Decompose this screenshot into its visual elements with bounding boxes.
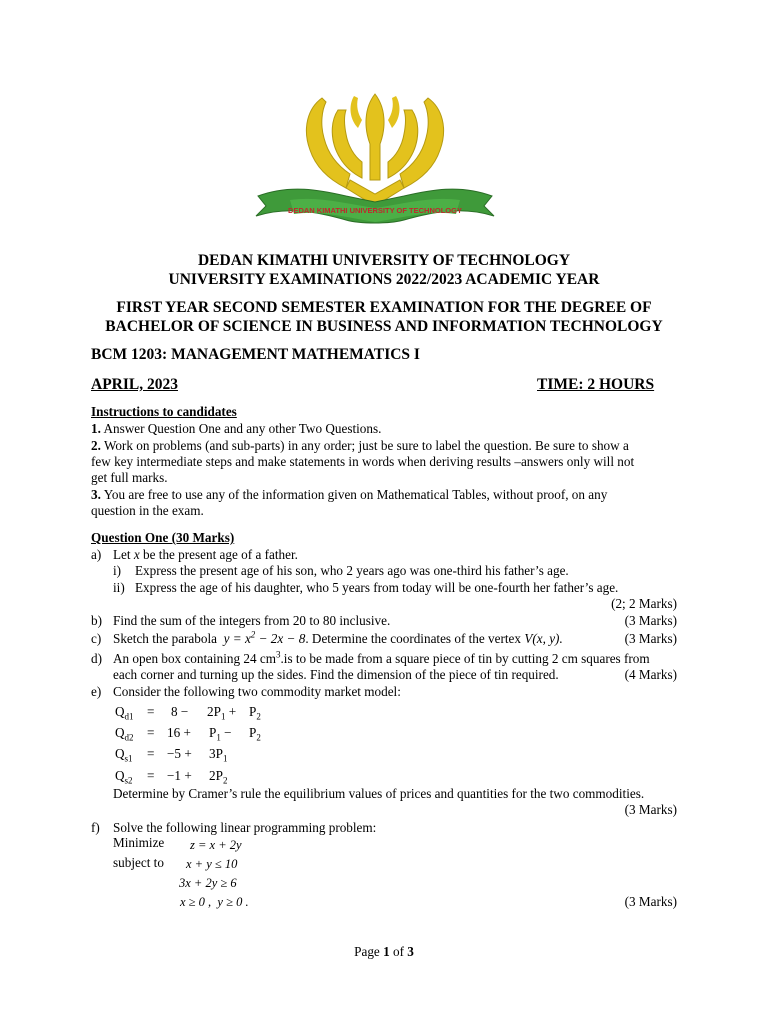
q1f-label: f) bbox=[91, 820, 100, 835]
q1a-i-label: i) bbox=[113, 563, 122, 578]
university-name: DEDAN KIMATHI UNIVERSITY OF TECHNOLOGY bbox=[197, 252, 571, 269]
q1d-marks: (4 Marks) bbox=[624, 667, 677, 682]
degree-line-1: FIRST YEAR SECOND SEMESTER EXAMINATION FOR THE DEGREE OF bbox=[116, 299, 652, 316]
course-code: BCM 1203: MANAGEMENT MATHEMATICS I bbox=[91, 346, 420, 363]
question-one-title: Question One (30 Marks) bbox=[91, 530, 235, 545]
q1a-ii-label: ii) bbox=[113, 580, 125, 595]
instruction-2-line-1: 2. Work on problems (and sub-parts) in any order; just be sure to label the question. Be sure to show a bbox=[91, 438, 629, 453]
constraint-2: 3x + 2y ≥ 6 bbox=[179, 876, 237, 890]
q1f-intro: Solve the following linear programming problem: bbox=[113, 820, 377, 835]
q1b-label: b) bbox=[91, 613, 102, 628]
q1a-ii-text: Express the age of his daughter, who 5 years from today will be one-fourth her father’s age. bbox=[135, 580, 619, 595]
q1e-label: e) bbox=[91, 684, 102, 699]
q1a-i-text: Express the present age of his son, who 2 years ago was one-third his father’s age. bbox=[135, 563, 569, 578]
q1f-subject-to: subject to bbox=[113, 855, 164, 870]
objective-function: z = x + 2y bbox=[190, 838, 242, 852]
instruction-2-line-2: few key intermediate steps and make statements in words when deriving results –answers only will not bbox=[91, 454, 635, 469]
q1a-marks: (2; 2 Marks) bbox=[611, 596, 677, 611]
q1a-intro: Let x be the present age of a father. bbox=[113, 547, 298, 562]
q1d-line-2: each corner and turning up the sides. Find the dimension of the piece of tin required. bbox=[113, 667, 559, 682]
q1e-intro: Consider the following two commodity market model: bbox=[113, 684, 401, 699]
instruction-2-line-3: get full marks. bbox=[91, 470, 168, 485]
q1b-text: Find the sum of the integers from 20 to 80 inclusive. bbox=[113, 613, 391, 628]
q1d-label: d) bbox=[91, 651, 102, 666]
q1c-marks: (3 Marks) bbox=[624, 631, 677, 646]
instruction-1: 1. Answer Question One and any other Two Questions. bbox=[91, 421, 382, 436]
q1f-marks: (3 Marks) bbox=[624, 894, 677, 909]
q1a-label: a) bbox=[91, 547, 102, 562]
instruction-3-line-1: 3. You are free to use any of the information given on Mathematical Tables, without proof, on any bbox=[91, 487, 608, 502]
parabola-equation: $y = x^2 - 2x - 8$ bbox=[220, 629, 306, 646]
q1f-minimize: Minimize bbox=[113, 835, 165, 850]
university-logo bbox=[250, 88, 500, 238]
q1b-marks: (3 Marks) bbox=[624, 613, 677, 628]
instructions-title: Instructions to candidates bbox=[91, 404, 237, 419]
q1e-marks: (3 Marks) bbox=[624, 802, 677, 817]
instruction-3-line-2: question in the exam. bbox=[91, 503, 204, 518]
page-number: Page 1 of 3 bbox=[354, 944, 414, 959]
q1c-text: Sketch the parabola $y = x^2 - 2x - 8$. Determine the coordinates of the vertex V(x, y). bbox=[113, 629, 563, 646]
constraint-3: x ≥ 0 , y ≥ 0 . bbox=[180, 895, 249, 909]
q1e-conclusion: Determine by Cramer’s rule the equilibrium values of prices and quantities for the two commodities. bbox=[113, 786, 645, 801]
q1d-line-1: An open box containing 24 $cm^3.is$ to be made from a square piece of tin by cutting 2 cm squares from bbox=[113, 649, 650, 666]
constraint-1: x + y ≤ 10 bbox=[186, 857, 238, 871]
degree-line-2: BACHELOR OF SCIENCE IN BUSINESS AND INFORMATION TECHNOLOGY bbox=[105, 318, 663, 335]
logo-banner-text: DEDAN KIMATHI UNIVERSITY OF TECHNOLOGY bbox=[288, 206, 462, 215]
q1c-label: c) bbox=[91, 631, 102, 646]
exam-date: APRIL, 2023 bbox=[91, 376, 178, 393]
exam-time: TIME: 2 HOURS bbox=[537, 376, 655, 393]
exam-year: UNIVERSITY EXAMINATIONS 2022/2023 ACADEMIC YEAR bbox=[168, 271, 600, 288]
market-model-equations: $Q_{d1}$ = 8 − $2P_1$ + $P_2$ $Q_{d2}$ = 16 + $P_1$ − $P_2$ $Q_{s1}$ = −5 + $3P_1$ $Q_{s2}$ = −1 + $2P_2$ bbox=[115, 704, 261, 786]
